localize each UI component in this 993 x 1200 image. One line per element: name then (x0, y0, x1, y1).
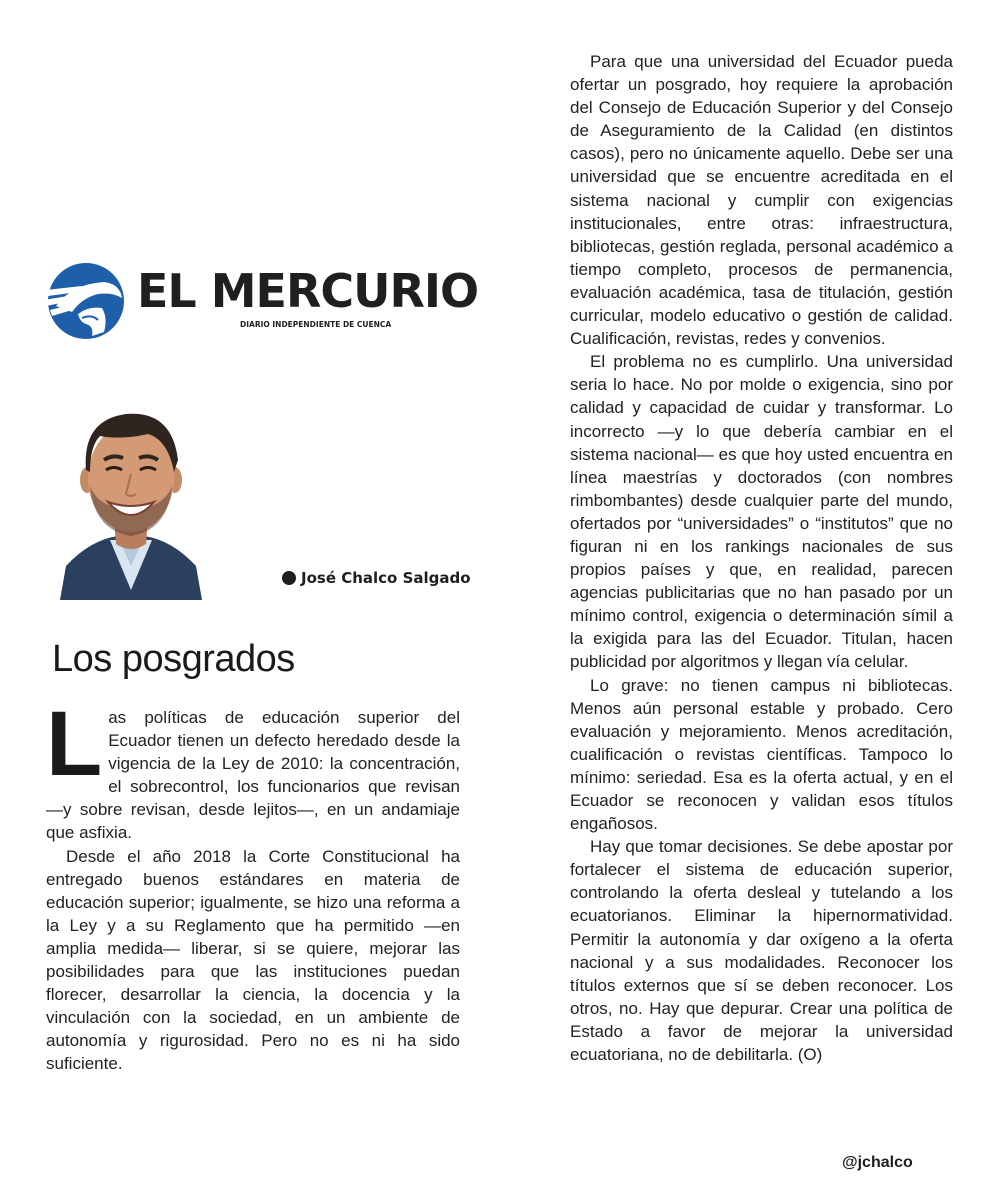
author-byline (282, 569, 471, 587)
article-paragraph: Para que una universidad del Ecuador pueda ofertar un posgrado, hoy requiere la aprobación del Consejo de Educación Superior y del Consejo de Aseguramiento de la Calidad (en distintos casos), pero no únicamente aquello. Debe ser una universidad que se encuentre acreditada en el sistema nacional y cumplir con exigencias institucionales, entre otras: infraestructura, bibliotecas, gestión reglada, personal académico a tiempo completo, procesos de permanencia, evaluación académica, tasa de titulación, gestión curricular, modelo educativo o gestión de calidad. Cualificación, revistas, redes y convenios. (570, 52, 953, 349)
paragraph-text: as políticas de educación superior del Ecuador tienen un defecto heredado desde la vigencia de la Ley de 2010: la concentración, el sobrecontrol, los funcionarios que revisan —y sobre revisan, desde lejitos—, en un andamiaje que asfixia. (46, 708, 460, 843)
article-paragraph: Lo grave: no tienen campus ni bibliotecas. Menos aún personal estable y probado. Cero evaluación y mejoramiento. Menos acreditación, cualificación o revistas científicas. Tampoco lo mínimo: seriedad. Esa es la oferta actual, y en el Ecuador se reconocen y validan esos títulos engañosos. (570, 675, 953, 834)
article-headline: Los posgrados (52, 638, 295, 680)
article-paragraph: Desde el año 2018 la Corte Constitucional ha entregado buenos estándares en materia de educación superior; igualmente, se hizo una reforma a la Ley y a su Reglamento que ha permitido —en amplia medida— liberar, si se quiere, mejorar las posibilidades para que las instituciones puedan florecer, desarrollar la ciencia, la docencia y la vinculación con la sociedad, en un ambiente de autonomía y rigurosidad. Pero no es ni ha sido suficiente. (46, 846, 460, 1074)
masthead-title: EL MERCURIO (137, 264, 479, 318)
article-paragraph (46, 693, 460, 845)
article-paragraph: El problema no es cumplirlo. Una universidad seria lo hace. No por molde o exigencia, sino por calidad y capacidad de cuidar y transformar. Lo incorrecto —y lo que debería cambiar en el sistema nacional— es que hoy usted encuentra en línea maestrías y doctorados (con nombres rimbombantes) desde cualquier parte del mundo, ofertados por “universidades” o “institutos” que no figuran ni en los rankings nacionales de sus propios países y que, en realidad, parecen agencias publicitarias que no han pasado por un mínimo control, exigencia o determinación símil a la exigida para las del Ecuador. Titulan, hacen publicidad por algoritmos y llegan vía celular. (570, 352, 953, 672)
mercury-winged-head-icon (42, 262, 126, 340)
author-name: José Chalco Salgado (301, 569, 471, 587)
author-social-handle: @jchalco (842, 1154, 913, 1171)
drop-cap: L (46, 693, 103, 795)
article-right-column (570, 50, 953, 1066)
article-paragraph: Hay que tomar decisiones. Se debe apostar por fortalecer el sistema de educación superior, controlando la oferta desleal y tutelando a los ecuatorianos. Eliminar la hipernormatividad. Permitir la autonomía y dar oxígeno a la oferta nacional y a sus modalidades. Reconocer los títulos externos que sí se deben reconocer. Los otros, no. Hay que depurar. Crear una política de Estado a favor de mejorar la universidad ecuatoriana, no de debilitarla. (O) (570, 837, 953, 1065)
masthead-subtitle: DIARIO INDEPENDIENTE DE CUENCA (240, 320, 392, 329)
article-left-column (46, 693, 460, 1076)
bullet-dot-icon (282, 571, 296, 585)
masthead-logo (42, 262, 492, 342)
author-photo (60, 390, 202, 600)
